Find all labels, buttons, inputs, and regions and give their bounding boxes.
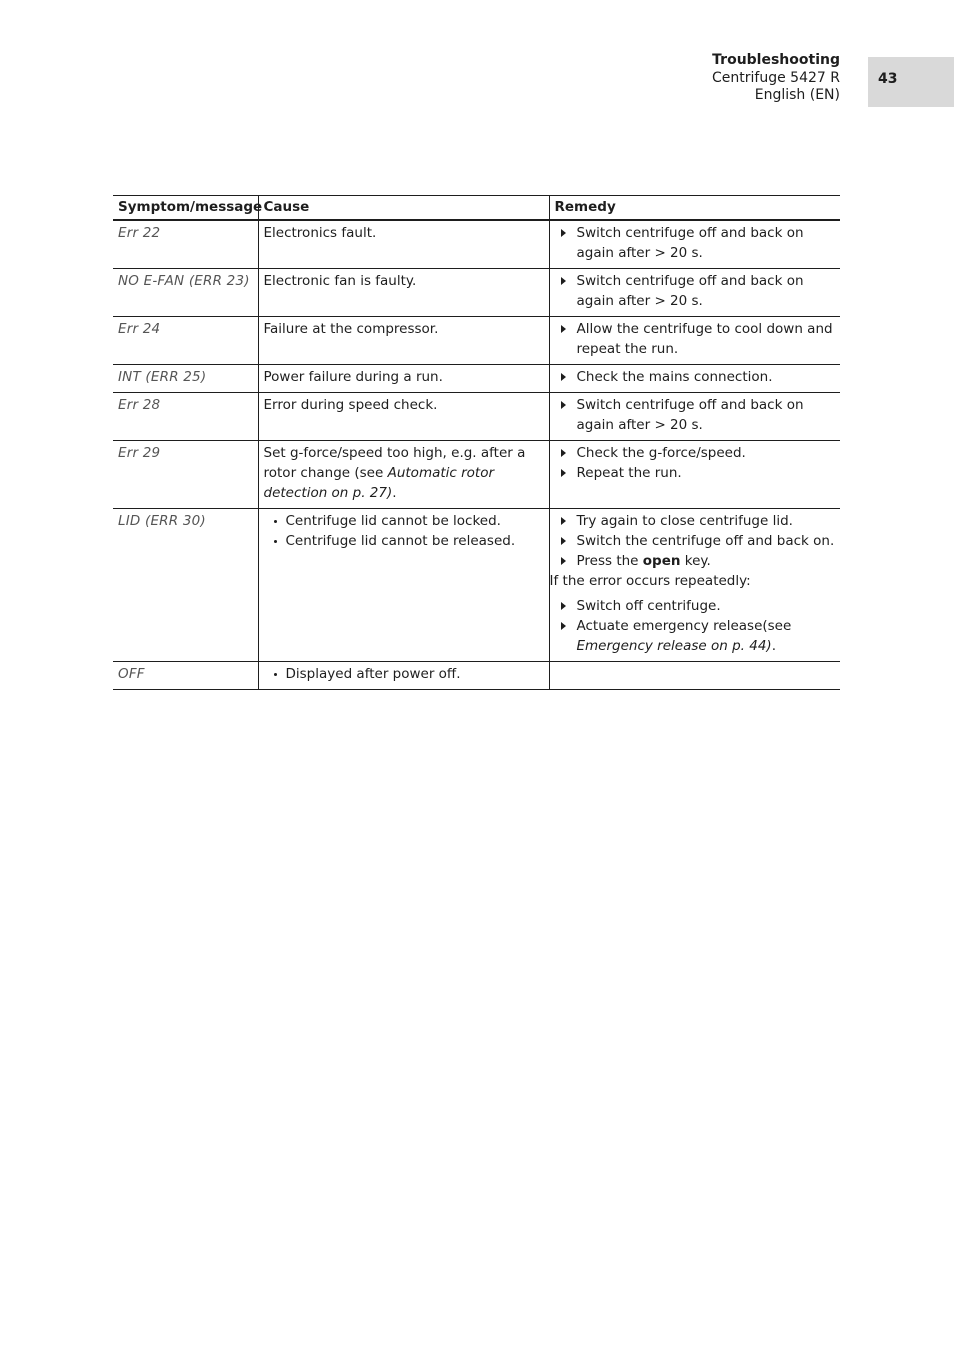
table-row [113, 317, 840, 365]
table-row [113, 220, 840, 269]
arrow-right-icon [561, 517, 566, 525]
remedy-step: Switch the centrifuge off and back on. [555, 531, 836, 551]
symptom-cell: OFF [113, 662, 258, 690]
remedy-step: Check the g-force/speed. [555, 443, 836, 463]
remedy-cell [549, 393, 840, 441]
remedy-step: Actuate emergency release(see Emergency release on p. 44). [555, 616, 836, 656]
arrow-right-icon [561, 622, 566, 630]
remedy-cell [549, 365, 840, 393]
cause-cell [258, 509, 549, 662]
language-label: English (EN) [754, 87, 840, 103]
symptom-cell: Err 24 [113, 317, 258, 365]
symptom-cell: Err 29 [113, 441, 258, 509]
column-header-symptom: Symptom/message [113, 196, 258, 221]
cause-cell: Power failure during a run. [258, 365, 549, 393]
cause-cell [258, 662, 549, 690]
remedy-step: Switch centrifuge off and back on again after > 20 s. [555, 395, 836, 435]
arrow-right-icon [561, 277, 566, 285]
remedy-step: Switch off centrifuge. [555, 596, 836, 616]
table-row [113, 269, 840, 317]
table-header-row [113, 196, 840, 221]
page-number-tab [868, 57, 954, 107]
arrow-right-icon [561, 325, 566, 333]
symptom-cell: INT (ERR 25) [113, 365, 258, 393]
table-row [113, 365, 840, 393]
column-header-cause: Cause [258, 196, 549, 221]
symptom-cell: Err 28 [113, 393, 258, 441]
arrow-right-icon [561, 602, 566, 610]
arrow-right-icon [561, 537, 566, 545]
column-header-remedy: Remedy [549, 196, 840, 221]
section-title: Troubleshooting [712, 52, 840, 68]
arrow-right-icon [561, 229, 566, 237]
product-name: Centrifuge 5427 R [712, 69, 840, 86]
arrow-right-icon [561, 469, 566, 477]
cause-cell: Electronics fault. [258, 220, 549, 269]
cause-cell: Set g-force/speed too high, e.g. after a rotor change (see Automatic rotor detection on p. 27). [258, 441, 549, 509]
key-name: open [642, 553, 681, 569]
symptom-cell: NO E-FAN (ERR 23) [113, 269, 258, 317]
bullet-dot-icon [274, 520, 277, 523]
remedy-step: Try again to close centrifuge lid. [555, 511, 836, 531]
table-row [113, 662, 840, 690]
cross-reference-link[interactable]: Automatic rotor detection on p. 27) [263, 465, 495, 501]
running-header [712, 52, 840, 105]
remedy-cell [549, 441, 840, 509]
arrow-right-icon [561, 449, 566, 457]
troubleshooting-table [113, 195, 840, 690]
arrow-right-icon [561, 373, 566, 381]
cause-cell: Electronic fan is faulty. [258, 269, 549, 317]
remedy-step: Press the open key. [555, 551, 836, 571]
cause-cell: Error during speed check. [258, 393, 549, 441]
remedy-cell [549, 662, 840, 690]
remedy-step: Switch centrifuge off and back on again after > 20 s. [555, 271, 836, 311]
symptom-cell: Err 22 [113, 220, 258, 269]
remedy-step: Repeat the run. [555, 463, 836, 483]
remedy-step: Switch centrifuge off and back on again after > 20 s. [555, 223, 836, 263]
table-row [113, 393, 840, 441]
bullet-dot-icon [274, 540, 277, 543]
cross-reference-link[interactable]: Emergency release on p. 44) [576, 638, 772, 654]
table-row [113, 509, 840, 662]
symptom-cell: LID (ERR 30) [113, 509, 258, 662]
arrow-right-icon [561, 557, 566, 565]
cause-bullet: Centrifuge lid cannot be locked. [264, 511, 544, 531]
remedy-cell [549, 509, 840, 662]
arrow-right-icon [561, 401, 566, 409]
remedy-cell [549, 220, 840, 269]
cause-bullet: Displayed after power off. [264, 664, 544, 684]
bullet-dot-icon [274, 673, 277, 676]
remedy-step: Check the mains connection. [555, 367, 836, 387]
cause-cell: Failure at the compressor. [258, 317, 549, 365]
remedy-step: Allow the centrifuge to cool down and repeat the run. [555, 319, 836, 359]
cause-bullet: Centrifuge lid cannot be released. [264, 531, 544, 551]
remedy-cell [549, 317, 840, 365]
page-number: 43 [878, 71, 898, 87]
remedy-note: If the error occurs repeatedly: [549, 573, 751, 589]
table-row [113, 441, 840, 509]
remedy-cell [549, 269, 840, 317]
